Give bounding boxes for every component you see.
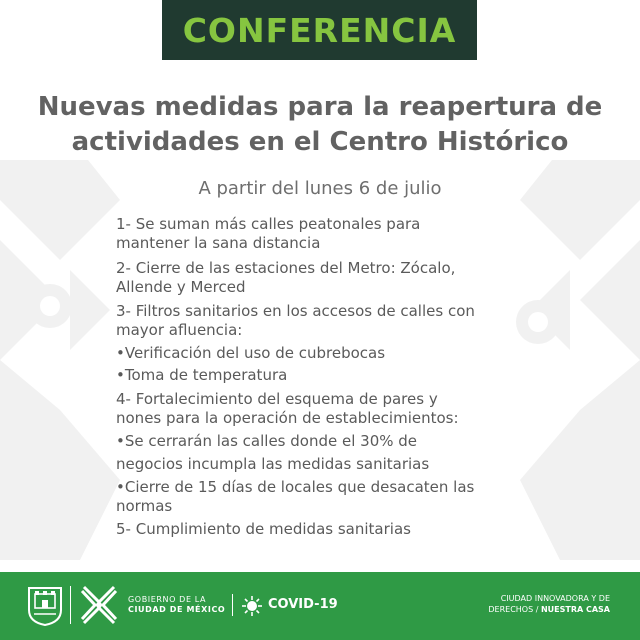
slogan-line-1: CIUDAD INNOVADORA Y DE — [500, 594, 610, 603]
conference-badge — [162, 0, 477, 60]
measure-line: 3- Filtros sanitarios en los accesos de calles con — [116, 302, 475, 320]
covid-label: COVID-19 — [268, 597, 338, 612]
slogan-part-b: NUESTRA CASA — [540, 605, 610, 614]
date-line: A partir del lunes 6 de julio — [198, 178, 442, 199]
city-crest-icon — [26, 584, 64, 626]
footer-divider — [232, 594, 233, 616]
headline-line-1: Nuevas medidas para la reapertura de — [37, 92, 603, 122]
headline-line-2: actividades en el Centro Histórico — [71, 127, 569, 157]
slogan-line-2 — [440, 605, 610, 614]
footer-bar — [0, 572, 640, 640]
crest-divider — [70, 586, 71, 624]
measure-line: •Se cerrarán las calles donde el 30% de — [116, 432, 418, 450]
government-label-line-1: GOBIERNO DE LA — [128, 595, 207, 604]
cdmx-logo-icon — [78, 583, 120, 627]
measure-line: mayor afluencia: — [116, 321, 243, 339]
measure-line: •Verificación del uso de cubrebocas — [116, 344, 386, 362]
measure-line: •Toma de temperatura — [116, 366, 288, 384]
measure-line: normas — [116, 497, 173, 515]
measure-line: 4- Fortalecimiento del esquema de pares y — [116, 390, 438, 408]
badge-label: CONFERENCIA — [182, 10, 457, 50]
headline — [20, 90, 620, 160]
virus-icon — [242, 596, 262, 616]
measure-line: mantener la sana distancia — [116, 234, 321, 252]
measure-line: 1- Se suman más calles peatonales para — [116, 215, 421, 233]
measure-line: 5- Cumplimiento de medidas sanitarias — [116, 520, 411, 538]
government-label-line-2: CIUDAD DE MÉXICO — [128, 605, 226, 614]
measure-line: Allende y Merced — [116, 278, 246, 296]
slogan-part-a: DERECHOS / — [488, 605, 541, 614]
measure-line: •Cierre de 15 días de locales que desacaten las — [116, 478, 475, 496]
measure-line: negocios incumpla las medidas sanitarias — [116, 455, 430, 473]
measure-line: nones para la operación de establecimientos: — [116, 409, 459, 427]
measure-line: 2- Cierre de las estaciones del Metro: Zócalo, — [116, 259, 456, 277]
